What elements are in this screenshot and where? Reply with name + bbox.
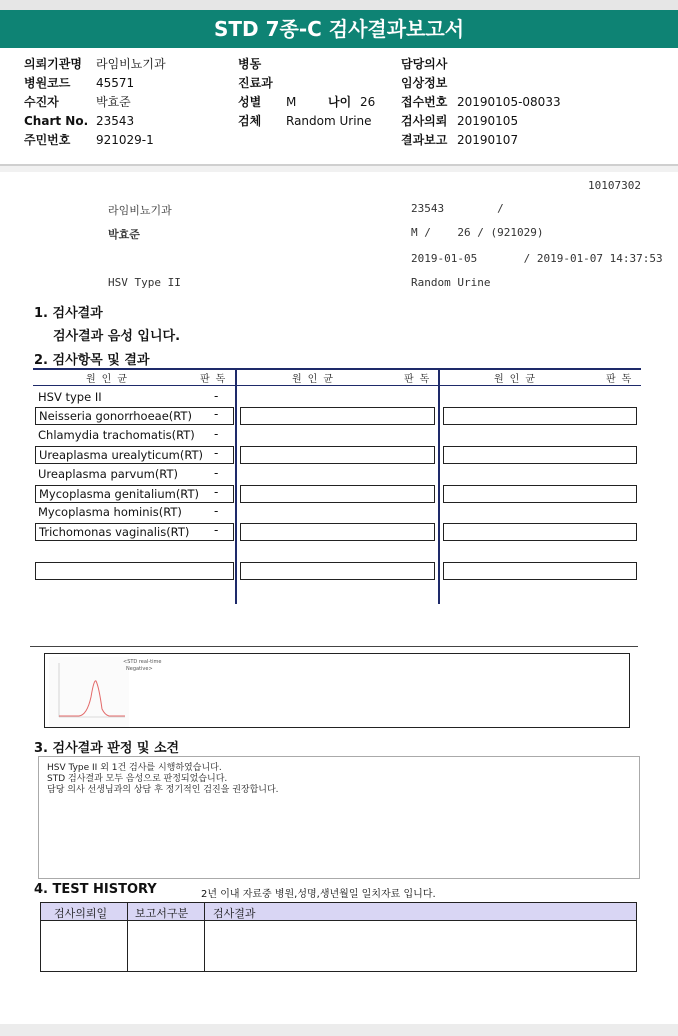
value-chart-no: 23543 bbox=[96, 114, 135, 128]
value-sex: M bbox=[286, 95, 297, 109]
value-patient: 박효준 bbox=[96, 95, 131, 109]
history-col-divider bbox=[204, 903, 205, 971]
opinion-line-2: STD 검사결과 모두 음성으로 판정되었습니다. bbox=[47, 774, 228, 784]
result-ureaplasma-urealyticum: - bbox=[214, 446, 219, 460]
header-col2 bbox=[238, 56, 375, 129]
table-empty-cell bbox=[443, 485, 637, 503]
bottom-strip bbox=[0, 1024, 678, 1036]
opinion-line-1: HSV Type II 외 1건 검사를 시행하였습니다. bbox=[47, 763, 222, 773]
label-department: 진료과 bbox=[238, 76, 273, 90]
label-specimen: 검체 bbox=[238, 114, 262, 128]
table-row-chlamydia: Chlamydia trachomatis(RT) bbox=[38, 428, 195, 442]
table-empty-cell bbox=[35, 562, 234, 580]
table-divider-1 bbox=[235, 368, 237, 604]
table-row-ureaplasma-urealyticum: Ureaplasma urealyticum(RT) bbox=[35, 446, 234, 464]
table-empty-cell bbox=[240, 446, 435, 464]
label-sex: 성별 bbox=[238, 95, 262, 109]
label-requesting-org: 의뢰기관명 bbox=[24, 57, 82, 71]
section3-title: 3. 검사결과 판정 및 소견 bbox=[34, 741, 180, 756]
table-row-neisseria: Neisseria gonorrhoeae(RT) bbox=[35, 407, 234, 425]
col-header-result-2: 판 독 bbox=[404, 374, 430, 385]
label-specimen: Random Urine bbox=[411, 276, 491, 289]
history-col-result: 검사결과 bbox=[213, 907, 256, 920]
label-receipt-no: 접수번호 bbox=[401, 95, 448, 109]
opinion-line-3: 담당 의사 선생님과의 상담 후 정기적인 검진을 권장합니다. bbox=[47, 785, 279, 795]
value-report-date: 20190107 bbox=[457, 133, 519, 147]
top-strip bbox=[0, 0, 678, 10]
value-requesting-org: 라임비뇨기과 bbox=[96, 57, 166, 71]
section1-title: 1. 검사결과 bbox=[34, 306, 103, 321]
table-row-mycoplasma-hominis: Mycoplasma hominis(RT) bbox=[38, 505, 182, 519]
graph-label-line2: Negative> bbox=[126, 666, 153, 672]
label-ward: 병동 bbox=[238, 57, 262, 71]
label-code: 10107302 bbox=[588, 179, 641, 192]
label-chart-no: Chart No. bbox=[24, 114, 89, 128]
result-neisseria: - bbox=[214, 407, 219, 421]
value-hospital-code: 45571 bbox=[96, 76, 135, 90]
result-mycoplasma-hominis: - bbox=[214, 504, 219, 518]
table-row-trichomonas: Trichomonas vaginalis(RT) bbox=[35, 523, 234, 541]
history-col-request-date: 검사의뢰일 bbox=[54, 907, 108, 920]
graph-label-line1: <STD real-time bbox=[123, 659, 162, 665]
table-empty-cell bbox=[240, 562, 435, 580]
opinion-box bbox=[38, 756, 640, 879]
label-resident-no: 주민번호 bbox=[24, 133, 71, 147]
label-age: 나이 bbox=[328, 95, 352, 109]
history-col-report-type: 보고서구분 bbox=[135, 907, 189, 920]
table-empty-cell bbox=[240, 407, 435, 425]
col-header-organism-1: 원 인 균 bbox=[86, 374, 128, 385]
result-hsv: - bbox=[214, 389, 219, 403]
label-patient-name: 박효준 bbox=[108, 228, 140, 241]
table-empty-cell bbox=[240, 485, 435, 503]
value-specimen: Random Urine bbox=[286, 114, 372, 128]
label-clinic: 라임비뇨기과 bbox=[108, 204, 172, 217]
section4-note: 2년 이내 자료중 병원,성명,생년월일 일치자료 입니다. bbox=[201, 889, 436, 900]
label-hospital-code: 병원코드 bbox=[24, 76, 71, 90]
label-test: HSV Type II bbox=[108, 276, 181, 289]
col-header-result-1: 판 독 bbox=[200, 374, 226, 385]
header-col1 bbox=[24, 56, 166, 148]
section1-result-text: 검사결과 음성 입니다. bbox=[53, 329, 181, 344]
section2-title: 2. 검사항목 및 결과 bbox=[34, 353, 150, 368]
col-header-result-3: 판 독 bbox=[606, 374, 632, 385]
label-patient: 수진자 bbox=[24, 95, 59, 109]
table-empty-cell bbox=[443, 446, 637, 464]
label-dates: 2019-01-05 / 2019-01-07 14:37:53 bbox=[411, 252, 663, 265]
col-header-organism-3: 원 인 균 bbox=[494, 374, 536, 385]
report-title: STD 7종-C 검사결과보고서 bbox=[0, 10, 678, 48]
table-empty-cell bbox=[443, 523, 637, 541]
value-age: 26 bbox=[360, 95, 376, 109]
graph-divider bbox=[30, 646, 638, 647]
history-table bbox=[40, 902, 637, 972]
header-col3 bbox=[401, 56, 561, 148]
table-empty-cell bbox=[443, 407, 637, 425]
table-divider-2 bbox=[438, 368, 440, 604]
table-row-mycoplasma-genitalium: Mycoplasma genitalium(RT) bbox=[35, 485, 234, 503]
table-empty-cell bbox=[240, 523, 435, 541]
col-header-organism-2: 원 인 균 bbox=[292, 374, 334, 385]
label-clinical-info: 임상정보 bbox=[401, 76, 448, 90]
result-chlamydia: - bbox=[214, 427, 219, 441]
amplification-curve-chart bbox=[49, 657, 129, 727]
label-request-date: 검사의뢰 bbox=[401, 114, 448, 128]
result-mycoplasma-genitalium: - bbox=[214, 485, 219, 499]
section4-title: 4. TEST HISTORY bbox=[34, 882, 157, 897]
history-table-header bbox=[41, 903, 636, 921]
table-row-ureaplasma-parvum: Ureaplasma parvum(RT) bbox=[38, 467, 178, 481]
label-report-date: 결과보고 bbox=[401, 133, 448, 147]
value-receipt-no: 20190105-08033 bbox=[457, 95, 561, 109]
result-trichomonas: - bbox=[214, 523, 219, 537]
value-resident-no: 921029-1 bbox=[96, 133, 154, 147]
label-chart: 23543 / bbox=[411, 202, 504, 215]
value-request-date: 20190105 bbox=[457, 114, 519, 128]
label-sex-age: M / 26 / (921029) bbox=[411, 226, 544, 239]
amplification-graph-frame bbox=[44, 653, 630, 728]
label-doctor: 담당의사 bbox=[401, 57, 448, 71]
table-row-hsv: HSV type II bbox=[38, 390, 102, 404]
result-ureaplasma-parvum: - bbox=[214, 466, 219, 480]
table-empty-cell bbox=[443, 562, 637, 580]
history-col-divider bbox=[127, 903, 128, 971]
header-divider-shadow bbox=[0, 166, 678, 172]
graph-label bbox=[123, 659, 161, 673]
